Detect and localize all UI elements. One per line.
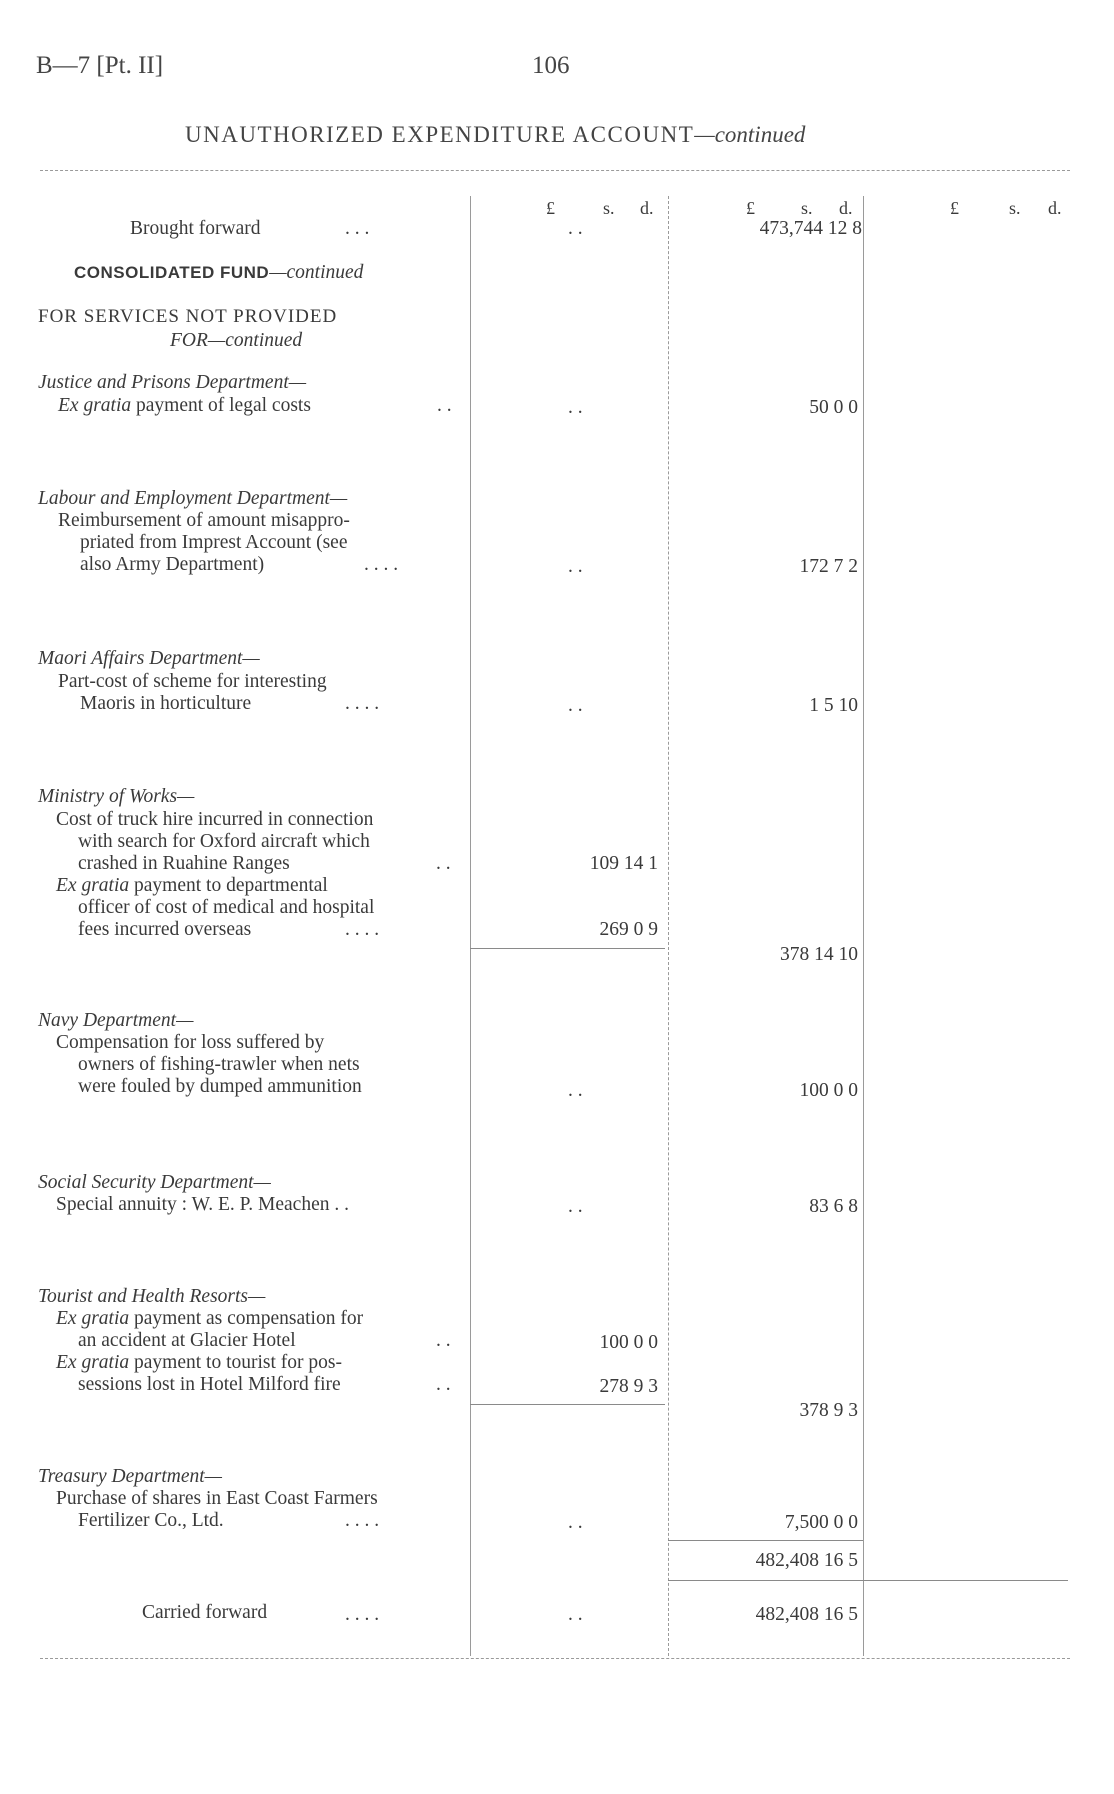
carried-forward-leader: . . . .	[345, 1604, 380, 1625]
brought-forward-col1: . .	[568, 218, 583, 239]
entry-text-line: were fouled by dumped ammunition	[78, 1076, 362, 1097]
entry-text-line: Maoris in horticulture	[80, 693, 252, 714]
entry-item-amount: 100 0 0	[599, 1332, 658, 1353]
col3-left-rule	[863, 196, 864, 1656]
entry-leader: . .	[436, 853, 451, 874]
entry-text-line: sessions lost in Hotel Milford fire	[78, 1374, 341, 1395]
entry-heading: Social Security Department—	[38, 1172, 271, 1193]
entry-heading: Justice and Prisons Department—	[38, 372, 307, 393]
entry-heading: Tourist and Health Resorts—	[38, 1286, 266, 1307]
col1-placeholder: . .	[568, 1512, 583, 1533]
col3-pence-header: d.	[1048, 198, 1062, 218]
col1-placeholder: . .	[568, 1196, 583, 1217]
entry-item-amount: 269 0 9	[599, 919, 658, 940]
entry-heading: Labour and Employment Department—	[38, 488, 348, 509]
entry-amount: 50 0 0	[809, 397, 858, 418]
entry-text-line: with search for Oxford aircraft which	[78, 831, 370, 852]
subtotal-top-rule	[668, 1540, 863, 1541]
entry-amount: 378 9 3	[799, 1400, 858, 1421]
col2-left-rule	[668, 196, 669, 1656]
col3-shillings-header: s.	[1009, 198, 1021, 218]
subtotal-rule	[470, 1404, 665, 1405]
col1-pounds-header: £	[546, 198, 555, 218]
fund-heading	[74, 262, 363, 284]
entry-text-line: Reimbursement of amount misappro-	[58, 510, 350, 531]
entry-heading: Treasury Department—	[38, 1466, 222, 1487]
entry-heading: Navy Department—	[38, 1010, 194, 1031]
col3-pounds-header: £	[950, 198, 959, 218]
entry-amount: 83 6 8	[809, 1196, 858, 1217]
page-number: 106	[532, 52, 570, 79]
brought-forward-leader: . . .	[345, 218, 370, 239]
services-heading-line2: FOR—continued	[170, 330, 303, 351]
entry-leader: . .	[436, 1374, 451, 1395]
page-ref: B—7 [Pt. II]	[36, 52, 164, 79]
entry-text-line: officer of cost of medical and hospital	[78, 897, 375, 918]
entry-text-line: Cost of truck hire incurred in connection	[56, 809, 374, 830]
col1-shillings-header: s.	[603, 198, 615, 218]
entry-text-line: Purchase of shares in East Coast Farmers	[56, 1488, 378, 1509]
entry-item-amount: 109 14 1	[589, 853, 658, 874]
subtotal-amount: 482,408 16 5	[755, 1550, 858, 1571]
entry-amount: 1 5 10	[809, 695, 858, 716]
entry-amount: 378 14 10	[780, 944, 858, 965]
col1-placeholder: . .	[568, 695, 583, 716]
bottom-rule	[40, 1658, 1070, 1659]
title-suffix: —continued	[694, 122, 806, 147]
brought-forward-total: 473,744 12 8	[759, 218, 862, 239]
col2-pounds-header: £	[746, 198, 755, 218]
entry-text-line: Ex gratia payment to tourist for pos-	[56, 1352, 342, 1373]
carried-forward-col1: . .	[568, 1604, 583, 1625]
entry-heading: Maori Affairs Department—	[38, 648, 260, 669]
col2-shillings-header: s.	[801, 198, 813, 218]
entry-amount: 100 0 0	[799, 1080, 858, 1101]
entry-leader: . . . .	[345, 693, 380, 714]
entry-text-line: an accident at Glacier Hotel	[78, 1330, 296, 1351]
entry-text-line: owners of fishing-trawler when nets	[78, 1054, 360, 1075]
entry-text-line: Compensation for loss suffered by	[56, 1032, 325, 1053]
top-rule	[40, 170, 1070, 171]
entry-text-line: priated from Imprest Account (see	[80, 532, 348, 553]
entry-text-line: Ex gratia payment as compensation for	[56, 1308, 364, 1329]
services-heading-line1: FOR SERVICES NOT PROVIDED	[38, 306, 338, 327]
entry-text-line: Fertilizer Co., Ltd.	[78, 1510, 224, 1531]
entry-text-line: fees incurred overseas	[78, 919, 252, 940]
entry-text-line: Ex gratia payment of legal costs	[58, 395, 311, 416]
col2-pence-header: d.	[839, 198, 853, 218]
page-title	[185, 122, 805, 148]
entry-leader: . .	[436, 1330, 451, 1351]
col1-placeholder: . .	[568, 1080, 583, 1101]
entry-amount: 7,500 0 0	[784, 1512, 858, 1533]
entry-leader: . .	[437, 395, 452, 416]
entry-text-line: crashed in Ruahine Ranges	[78, 853, 290, 874]
col1-placeholder: . .	[568, 556, 583, 577]
entry-leader: . . . .	[345, 919, 380, 940]
entry-amount: 172 7 2	[799, 556, 858, 577]
col1-left-rule	[470, 196, 471, 1656]
entry-text-line: Part-cost of scheme for interesting	[58, 671, 327, 692]
entry-leader: . . . .	[345, 1510, 380, 1531]
carried-forward-label: Carried forward	[142, 1602, 268, 1623]
col1-placeholder: . .	[568, 397, 583, 418]
subtotal-rule	[470, 948, 665, 949]
fund-heading-suffix: —continued	[269, 262, 364, 283]
fund-heading-main: CONSOLIDATED FUND	[74, 263, 270, 282]
entry-leader: . . . .	[364, 554, 399, 575]
entry-text-line: Special annuity : W. E. P. Meachen . .	[56, 1194, 349, 1215]
subtotal-bottom-rule	[668, 1580, 1068, 1581]
brought-forward-label: Brought forward	[130, 218, 261, 239]
entry-heading: Ministry of Works—	[38, 786, 195, 807]
entry-item-amount: 278 9 3	[599, 1376, 658, 1397]
entry-text-line: also Army Department)	[80, 554, 265, 575]
carried-forward-total: 482,408 16 5	[755, 1604, 858, 1625]
title-main: UNAUTHORIZED EXPENDITURE ACCOUNT	[185, 122, 695, 147]
entry-text-line: Ex gratia payment to departmental	[56, 875, 328, 896]
col1-pence-header: d.	[640, 198, 654, 218]
